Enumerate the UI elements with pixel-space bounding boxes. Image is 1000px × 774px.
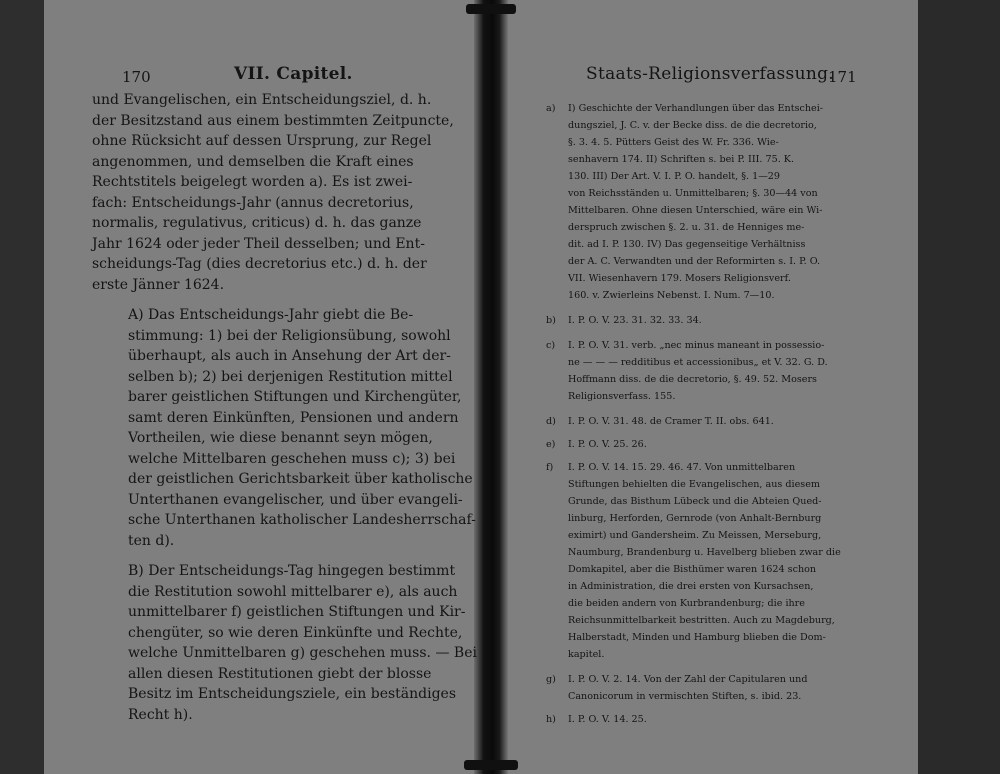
book-gutter — [474, 0, 508, 774]
left-body-text — [92, 90, 477, 725]
note-line: eximirt) und Gandersheim. Zu Meissen, Merseburg, — [568, 530, 822, 541]
note-line: von Reichsständen u. Unmittelbaren; §. 30—44 von — [568, 188, 818, 199]
right-running-head: Staats-Religionsverfassung. — [586, 64, 834, 84]
footnote-mark: g) — [546, 674, 556, 685]
text-line: B) Der Entscheidungs-Tag hingegen bestimmt — [128, 563, 456, 579]
note-line: dungsziel, J. C. v. der Becke diss. de die decretorio, — [568, 120, 817, 131]
footnote-h — [546, 711, 866, 728]
text-line: sche Unterthanen katholischer Landesherrschaf- — [128, 512, 476, 528]
footnote-c — [546, 337, 866, 405]
text-line: der Besitzstand aus einem bestimmten Zeitpuncte, — [92, 112, 454, 129]
text-line: normalis, regulativus, criticus) d. h. das ganze — [92, 215, 422, 231]
footnote-b — [546, 312, 866, 329]
text-line: samt deren Einkünften, Pensionen und andern — [128, 409, 459, 426]
note-line: Naumburg, Brandenburg u. Havelberg blieben zwar die — [568, 547, 841, 558]
text-line: selben b); 2) bei derjenigen Restitution mittel — [128, 368, 453, 385]
footnotes — [546, 100, 866, 728]
text-line: ten d). — [128, 532, 175, 549]
footnote-mark: e) — [546, 439, 556, 450]
text-line: Recht h). — [128, 706, 193, 723]
note-line: I. P. O. V. 23. 31. 32. 33. 34. — [568, 315, 702, 326]
text-line: angenommen, und demselben die Kraft eines — [92, 153, 414, 170]
footnote-mark: f) — [546, 462, 554, 473]
gutter-top-shadow — [466, 4, 516, 14]
note-line: I) Geschichte der Verhandlungen über das Entschei- — [568, 103, 824, 114]
note-line: der A. C. Verwandten und der Reformirten s. I. P. O. — [568, 256, 821, 267]
footnote-mark: b) — [546, 315, 556, 326]
left-running-head: VII. Capitel. — [234, 64, 353, 84]
right-running-header — [546, 62, 866, 90]
text-line: und Evangelischen, ein Entscheidungsziel, d. h. — [92, 92, 432, 108]
text-line: fach: Entscheidungs-Jahr (annus decretorius, — [92, 194, 414, 211]
footnote-mark: c) — [546, 340, 556, 351]
note-line: die beiden andern von Kurbrandenburg; die ihre — [568, 598, 805, 609]
note-line: I. P. O. V. 31. 48. de Cramer T. II. obs. 641. — [568, 416, 774, 427]
left-page — [92, 62, 477, 733]
text-line: die Restitution sowohl mittelbarer e), als auch — [128, 583, 458, 600]
gutter-bottom-shadow — [464, 760, 518, 770]
text-line: barer geistlichen Stiftungen und Kirchengüter, — [128, 389, 462, 405]
note-line: ne — — — redditibus et accessionibus„ et V. 32. G. D. — [568, 357, 828, 368]
footnote-d — [546, 413, 866, 430]
right-page — [546, 62, 866, 734]
text-line: welche Mittelbaren geschehen muss c); 3) bei — [128, 450, 456, 467]
note-line: I. P. O. V. 31. verb. „nec minus maneant in possessio- — [568, 340, 825, 351]
text-line: Unterthanen evangelischer, und über evangeli- — [128, 491, 463, 508]
note-line: Reichsunmittelbarkeit bestritten. Auch zu Magdeburg, — [568, 615, 835, 626]
note-line: Mittelbaren. Ohne diesen Unterschied, wäre ein Wi- — [568, 205, 823, 216]
text-line: allen diesen Restitutionen giebt der blosse — [128, 665, 432, 682]
note-line: Halberstadt, Minden und Hamburg blieben die Dom- — [568, 632, 826, 643]
paragraph-intro — [92, 90, 464, 295]
note-line: derspruch zwischen §. 2. u. 31. de Henniges me- — [568, 222, 805, 233]
paragraph-b — [92, 561, 477, 725]
note-line: 160. v. Zwierleins Nebenst. I. Num. 7—10. — [568, 290, 775, 301]
text-line: Jahr 1624 oder jeder Theil desselben; und Ent- — [92, 235, 425, 252]
note-line: in Administration, die drei ersten von Kursachsen, — [568, 581, 814, 592]
text-line: Rechtstitels beigelegt worden a). Es ist zwei- — [92, 174, 413, 190]
text-line: stimmung: 1) bei der Religionsübung, sowohl — [128, 327, 451, 344]
text-line: scheidungs-Tag (dies decretorius etc.) d. h. der — [92, 256, 427, 272]
note-line: 130. III) Der Art. V. I. P. O. handelt, §. 1—29 — [568, 171, 781, 182]
note-line: Stiftungen behielten die Evangelischen, aus diesem — [568, 479, 820, 490]
note-line: §. 3. 4. 5. Pütters Geist des W. Fr. 336. Wie- — [568, 137, 779, 148]
text-line: Besitz im Entscheidungsziele, ein beständiges — [128, 686, 457, 702]
note-line: Religionsverfass. 155. — [568, 391, 676, 402]
right-page-number: 171 — [828, 68, 857, 86]
footnote-mark: d) — [546, 416, 556, 427]
note-line: I. P. O. V. 2. 14. Von der Zahl der Capitularen und — [568, 674, 808, 685]
footnote-g — [546, 671, 866, 705]
left-page-number: 170 — [122, 68, 151, 86]
note-line: VII. Wiesenhavern 179. Mosers Religionsverf. — [568, 273, 791, 284]
text-line: unmittelbarer f) geistlichen Stiftungen und Kir- — [128, 604, 466, 620]
text-line: überhaupt, als auch in Ansehung der Art der- — [128, 348, 451, 364]
footnote-a — [546, 100, 866, 304]
note-line: kapitel. — [568, 649, 605, 660]
note-line: Hoffmann diss. de die decretorio, §. 49. 52. Mosers — [568, 374, 817, 385]
text-line: Vortheilen, wie diese benannt seyn mögen, — [128, 430, 433, 446]
note-line: I. P. O. V. 14. 25. — [568, 714, 647, 725]
note-line: Grunde, das Bisthum Lübeck und die Abteien Qued- — [568, 496, 822, 507]
footnote-mark: a) — [546, 103, 556, 114]
footnote-e — [546, 436, 866, 453]
footnote-f — [546, 459, 866, 663]
note-line: I. P. O. V. 14. 15. 29. 46. 47. Von unmittelbaren — [568, 462, 796, 473]
note-line: Domkapitel, aber die Bisthümer waren 1624 schon — [568, 564, 817, 575]
text-line: erste Jänner 1624. — [92, 276, 225, 293]
text-line: A) Das Entscheidungs-Jahr giebt die Be- — [128, 307, 414, 323]
text-line: ohne Rücksicht auf dessen Ursprung, zur Regel — [92, 133, 432, 149]
text-line: welche Unmittelbaren g) geschehen muss. — Bei — [128, 645, 477, 661]
paragraph-a — [92, 305, 476, 551]
note-line: senhavern 174. II) Schriften s. bei P. III. 75. K. — [568, 154, 795, 165]
left-running-header — [92, 62, 464, 90]
footnote-mark: h) — [546, 714, 556, 725]
note-line: dit. ad I. P. 130. IV) Das gegenseitige Verhältniss — [568, 239, 806, 250]
right-page-edge — [918, 0, 1000, 774]
left-page-edge — [0, 0, 44, 774]
note-line: I. P. O. V. 25. 26. — [568, 439, 647, 450]
text-line: der geistlichen Gerichtsbarkeit über katholische — [128, 471, 473, 487]
note-line: Canonicorum in vermischten Stiften, s. ibid. 23. — [568, 691, 802, 702]
note-line: linburg, Herforden, Gernrode (von Anhalt-Bernburg — [568, 513, 822, 524]
text-line: chengüter, so wie deren Einkünfte und Rechte, — [128, 624, 463, 641]
